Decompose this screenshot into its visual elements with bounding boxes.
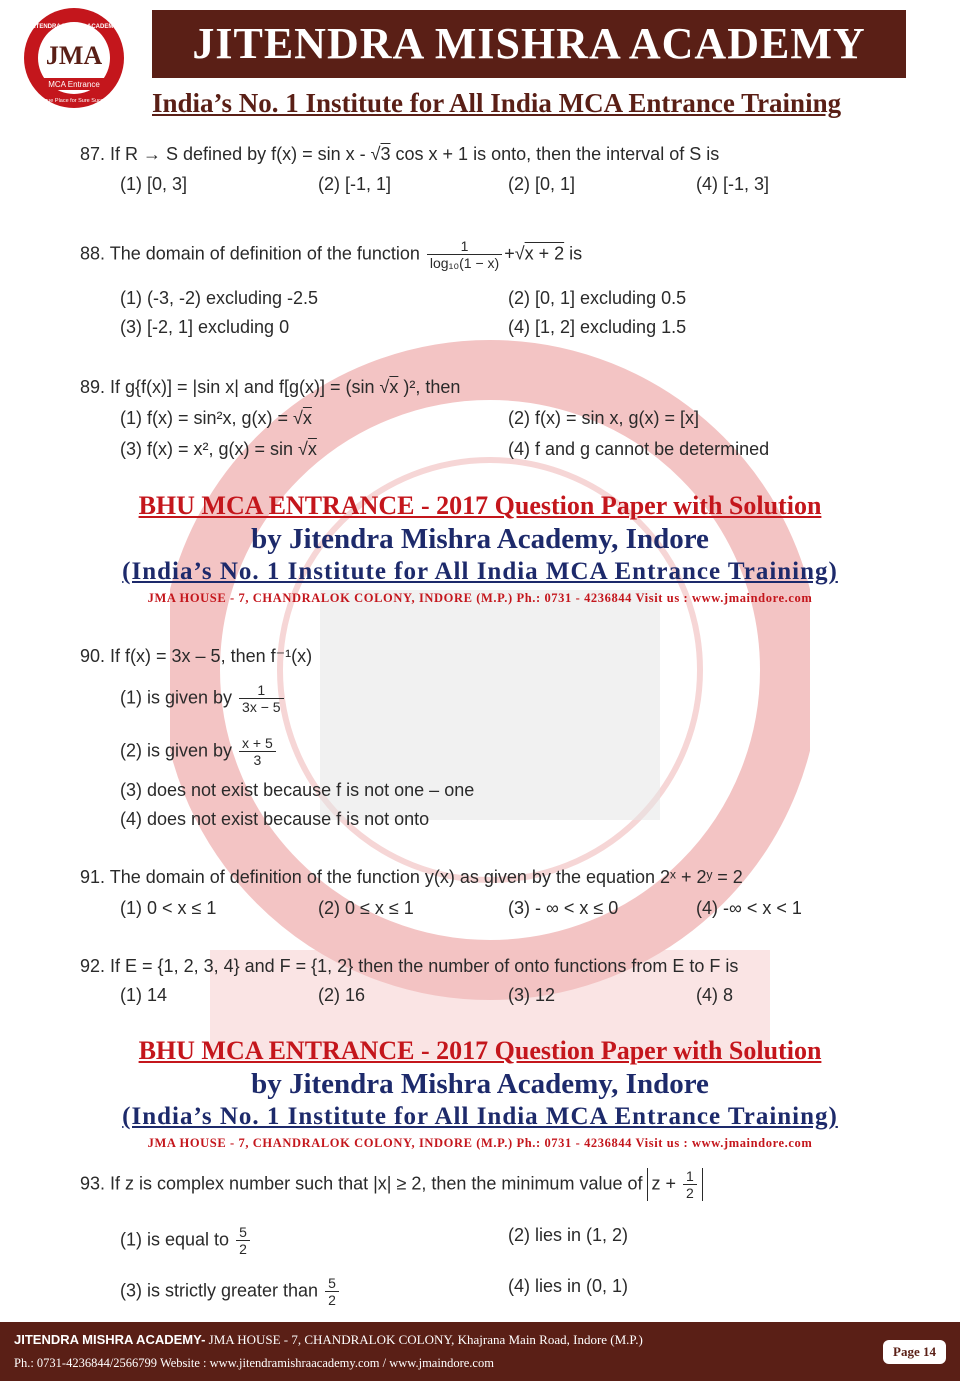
question-93-option-2: (2) lies in (1, 2) — [508, 1225, 629, 1245]
question-87-option-1: (1) [0, 3] — [120, 174, 188, 194]
question-93-option-4: (4) lies in (0, 1) — [508, 1276, 629, 1296]
question-87-option-4: (4) [-1, 3] — [696, 174, 770, 194]
question-87-option-3: (2) [0, 1] — [508, 174, 576, 194]
question-92-stem: 92. If E = {1, 2, 3, 4} and F = {1, 2} then the number of onto functions from E to F is — [80, 956, 739, 976]
question-91-option-3: (3) - ∞ < x ≤ 0 — [508, 898, 619, 918]
question-93-stem: 93. If z is complex number such that |x| ≥ 2, then the minimum value of z + $\frac{1}{2}$ — [80, 1168, 703, 1201]
question-87-option-2: (2) [-1, 1] — [318, 174, 392, 194]
question-88-option-4: (4) [1, 2] excluding 1.5 — [508, 317, 687, 337]
question-88-option-3: (3) [-2, 1] excluding 0 — [120, 317, 290, 337]
promo-2-tagline: (India’s No. 1 Institute for All India MCA Entrance Training) — [122, 1103, 838, 1130]
promo-1-headline: BHU MCA ENTRANCE - 2017 Question Paper with Solution — [138, 491, 822, 520]
question-91-stem: 91. The domain of definition of the function y(x) as given by the equation 2ˣ + 2ʸ = 2 — [80, 867, 743, 887]
promo-block-2 — [80, 1035, 880, 1153]
promo-2-address: JMA HOUSE - 7, CHANDRALOK COLONY, INDORE (M.P.) Ph.: 0731 - 4236844 Visit us : www.jmaindore.com — [147, 1136, 813, 1150]
question-89-option-3: (3) f(x) = x², g(x) = sin √x — [120, 439, 317, 459]
question-91-option-2: (2) 0 ≤ x ≤ 1 — [318, 898, 414, 918]
logo-monogram: JMA — [45, 41, 103, 70]
question-93-option-1: (1) is equal to $\frac{5}{2}$ — [120, 1224, 252, 1257]
question-90-option-4: (4) does not exist because f is not onto — [120, 809, 430, 829]
question-88-option-1: (1) (-3, -2) excluding -2.5 — [120, 288, 319, 308]
promo-block-1 — [80, 490, 880, 608]
question-88-option-2: (2) [0, 1] excluding 0.5 — [508, 288, 687, 308]
question-89-option-4: (4) f and g cannot be determined — [508, 439, 770, 459]
promo-1-address: JMA HOUSE - 7, CHANDRALOK COLONY, INDORE (M.P.) Ph.: 0731 - 4236844 Visit us : www.jmaindore.com — [147, 591, 813, 605]
question-90-stem: 90. If f(x) = 3x – 5, then f⁻¹(x) — [80, 646, 313, 666]
promo-2-headline: BHU MCA ENTRANCE - 2017 Question Paper with Solution — [138, 1036, 822, 1065]
academy-tagline: India’s No. 1 Institute for All India MCA Entrance Training — [152, 88, 842, 118]
question-91-option-4: (4) -∞ < x < 1 — [696, 898, 802, 918]
question-89-option-1: (1) f(x) = sin²x, g(x) = √x — [120, 408, 312, 428]
question-88-stem: 88. The domain of definition of the function $\frac{1}{\text{log₁₀(1 − x)}}$ +√x + 2 is — [80, 238, 583, 271]
footer-contact: Ph.: 0731-4236844/2566799 Website : www.jitendramishraacademy.com / www.jmaindore.com — [14, 1356, 494, 1370]
promo-2-byline: by Jitendra Mishra Academy, Indore — [251, 1068, 709, 1100]
promo-1-tagline: (India’s No. 1 Institute for All India MCA Entrance Training) — [122, 558, 838, 585]
question-92-option-4: (4) 8 — [696, 985, 734, 1005]
question-90-option-1: (1) is given by $\frac{1}{3x - 5}$ — [120, 682, 286, 715]
question-90-option-3: (3) does not exist because f is not one – one — [120, 780, 475, 800]
question-92-option-1: (1) 14 — [120, 985, 168, 1005]
question-90-option-2: (2) is given by $\frac{x + 5}{3}$ — [120, 735, 278, 768]
academy-title-banner: JITENDRA MISHRA ACADEMY — [152, 10, 906, 78]
logo-ribbon: MCA Entrance — [48, 80, 100, 89]
footer-address: JITENDRA MISHRA ACADEMY- JMA HOUSE - 7, CHANDRALOK COLONY, Khajrana Main Road, Indore (M.P.) — [14, 1332, 643, 1347]
question-87-stem: 87. If R → S defined by f(x) = sin x - √3 cos x + 1 is onto, then the interval of S is — [80, 144, 720, 164]
page-number: Page 14 — [883, 1340, 946, 1364]
question-91-option-1: (1) 0 < x ≤ 1 — [120, 898, 217, 918]
page-footer — [0, 1322, 960, 1381]
question-88-fraction: $\frac{1}{\text{log₁₀(1 − x)}}$ — [427, 238, 502, 271]
question-93-abs-expression: z + $\frac{1}{2}$ — [647, 1168, 702, 1201]
logo-motto: Unique Place for Sure Success — [35, 98, 113, 104]
logo-ring-text: JITENDRA MISHRA ACADEMY — [30, 24, 118, 30]
question-93-option-3: (3) is strictly greater than $\frac{5}{2}$ — [120, 1275, 341, 1308]
question-92-option-2: (2) 16 — [318, 985, 366, 1005]
promo-1-byline: by Jitendra Mishra Academy, Indore — [251, 523, 709, 555]
question-89-option-2: (2) f(x) = sin x, g(x) = [x] — [508, 408, 700, 428]
question-89-stem: 89. If g{f(x)] = |sin x| and f[g(x)] = (sin √x )², then — [80, 377, 461, 397]
question-92-option-3: (3) 12 — [508, 985, 556, 1005]
